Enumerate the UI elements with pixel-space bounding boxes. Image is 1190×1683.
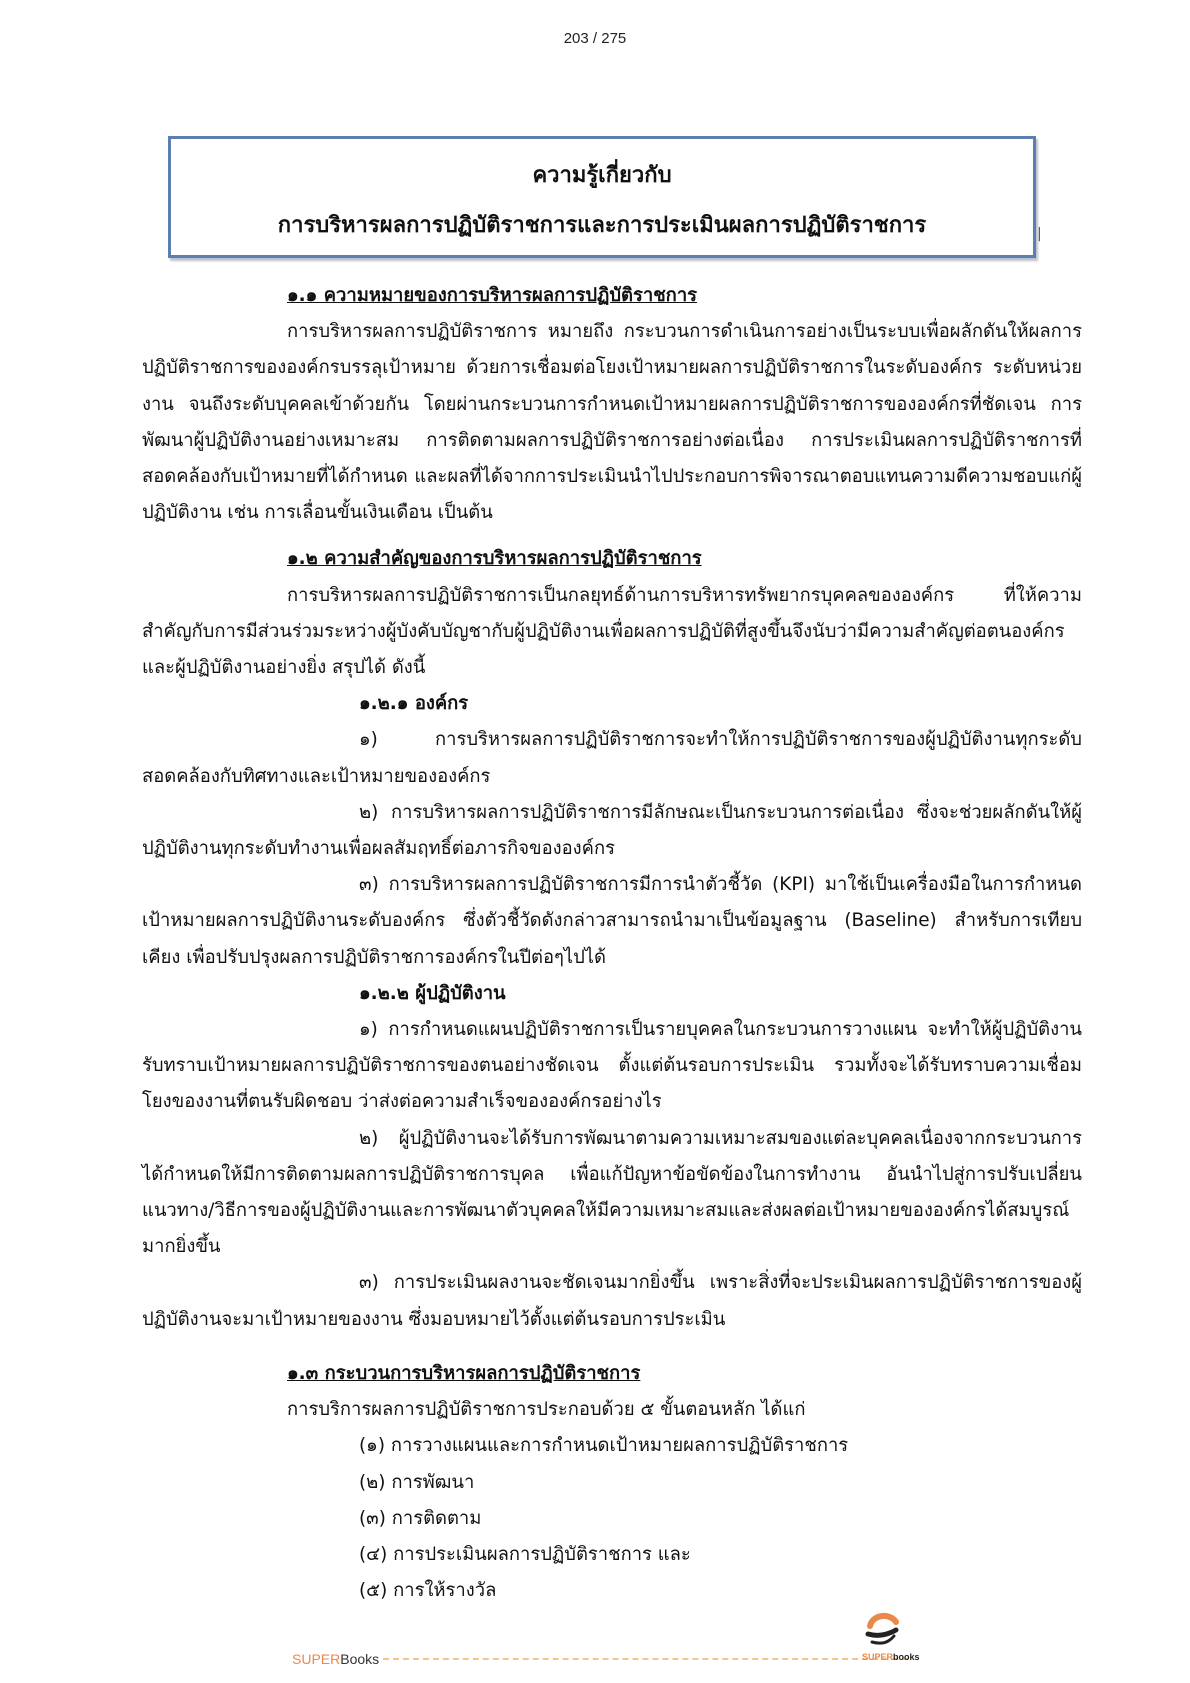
document-body xyxy=(142,278,1082,1609)
list-item: ๑) การกำหนดแผนปฏิบัติราชการเป็นรายบุคคลในกระบวนการวางแผน จะทำให้ผู้ปฏิบัติงานรับทราบเป้าหมายผลการปฏิบัติราชการของตนอย่างชัดเจน ตั้งแต่ต้นรอบการประเมิน รวมทั้งจะได้รับทราบความเชื่อมโยงของงานที่ตนรับผิดชอบ ว่าส่งต่อความสำเร็จขององค์กรอย่างไร xyxy=(142,1019,1082,1113)
title-box xyxy=(168,136,1036,258)
step-item: (๕) การให้รางวัล xyxy=(359,1580,497,1602)
section-body-1-2: การบริหารผลการปฏิบัติราชการเป็นกลยุทธ์ด้านการบริหารทรัพยากรบุคคลขององค์กร ที่ให้ความสำคัญกับการมีส่วนร่วมระหว่างผู้บังคับบัญชากับผู้ปฏิบัติงานเพื่อผลการปฏิบัติที่สูงขึ้นจึงนับว่ามีความสำคัญต่อตนองค์กรและผู้ปฏิบัติงานอย่างยิ่ง สรุปได้ ดังนี้ xyxy=(142,584,1082,679)
page-indicator: 203 / 275 xyxy=(563,30,627,47)
section-body-1-1: การบริหารผลการปฏิบัติราชการ หมายถึง กระบวนการดำเนินการอย่างเป็นระบบเพื่อผลักดันให้ผลการปฏิบัติราชการขององค์กรบรรลุเป้าหมาย ด้วยการเชื่อมต่อโยงเป้าหมายผลการปฏิบัติราชการในระดับองค์กร ระดับหน่วยงาน จนถึงระดับบุคคลเข้าด้วยกัน โดยผ่านกระบวนการกำหนดเป้าหมายผลการปฏิบัติราชการขององค์กรที่ชัดเจน การพัฒนาผู้ปฏิบัติงานอย่างเหมาะสม การติดตามผลการปฏิบัติราชการอย่างต่อเนื่อง การประเมินผลการปฏิบัติราชการที่สอดคล้องกับเป้าหมายที่ได้กำหนด และผลที่ได้จากการประเมินนำไปประกอบการพิจารณาตอบแทนความดีความชอบแก่ผู้ปฏิบัติงาน เช่น การเลื่อนขั้นเงินเดือน เป็นต้น xyxy=(142,321,1082,524)
step-item: (๓) การติดตาม xyxy=(359,1507,482,1529)
step-item: (๔) การประเมินผลการปฏิบัติราชการ และ xyxy=(359,1543,691,1565)
step-item: (๑) การวางแผนและการกำหนดเป้าหมายผลการปฏิบัติราชการ xyxy=(359,1435,849,1457)
title-line-1: ความรู้เกี่ยวกับ xyxy=(532,163,672,188)
swirl-logo-icon xyxy=(862,1612,902,1652)
footer-brand: SUPERBooks xyxy=(292,1651,380,1667)
list-item: ๓) การประเมินผลงานจะชัดเจนมากยิ่งขึ้น เพราะสิ่งที่จะประเมินผลการปฏิบัติราชการของผู้ปฏิบัติงานจะมาเป้าหมายของงาน ซึ่งมอบหมายไว้ตั้งแต่ต้นรอบการประเมิน xyxy=(142,1272,1082,1330)
page-footer xyxy=(292,1648,912,1670)
section-intro-1-3: การบริการผลการปฏิบัติราชการประกอบด้วย ๕ ขั้นตอนหลัก ได้แก่ xyxy=(287,1399,806,1421)
list-item: ๒) ผู้ปฏิบัติงานจะได้รับการพัฒนาตามความเหมาะสมของแต่ละบุคคลเนื่องจากกระบวนการได้กำหนดให้มีการติดตามผลการปฏิบัติราชการบุคล เพื่อแก้ปัญหาข้อขัดข้องในการทำงาน อันนำไปสู่การปรับเปลี่ยนแนวทาง/วิธีการของผู้ปฏิบัติงานและการพัฒนาตัวบุคคลให้มีความเหมาะสมและส่งผลต่อเป้าหมายขององค์กรได้สมบูรณ์มากยิ่งขึ้น xyxy=(142,1127,1082,1258)
section-heading-1-2: ๑.๒ ความสำคัญของการบริหารผลการปฏิบัติราชการ xyxy=(287,548,702,570)
margin-mark: | xyxy=(1037,226,1042,242)
list-item: ๓) การบริหารผลการปฏิบัติราชการมีการนำตัวชี้วัด (KPI) มาใช้เป็นเครื่องมือในการกำหนดเป้าหมายผลการปฏิบัติงานระดับองค์กร ซึ่งตัวชี้วัดดังกล่าวสามารถนำมาเป็นข้อมูลฐาน (Baseline) สำหรับการเทียบเคียง เพื่อปรับปรุงผลการปฏิบัติราชการองค์กรในปีต่อๆไปได้ xyxy=(142,874,1082,968)
section-heading-1-3: ๑.๓ กระบวนการบริหารผลการปฏิบัติราชการ xyxy=(287,1362,641,1384)
subsection-heading-1-2-1: ๑.๒.๑ องค์กร xyxy=(359,693,469,715)
list-item: ๒) การบริหารผลการปฏิบัติราชการมีลักษณะเป็นกระบวนการต่อเนื่อง ซึ่งจะช่วยผลักดันให้ผู้ปฏิบัติงานทุกระดับทำงานเพื่อผลสัมฤทธิ์ต่อภารกิจขององค์กร xyxy=(142,801,1082,860)
step-item: (๒) การพัฒนา xyxy=(359,1471,475,1493)
superbooks-logo xyxy=(862,1612,920,1672)
list-item: ๑) การบริหารผลการปฏิบัติราชการจะทำให้การปฏิบัติราชการของผู้ปฏิบัติงานทุกระดับสอดคล้องกับทิศทางและเป้าหมายขององค์กร xyxy=(142,729,1082,787)
subsection-heading-1-2-2: ๑.๒.๒ ผู้ปฏิบัติงาน xyxy=(359,982,506,1004)
footer-dashed-rule xyxy=(383,1658,908,1660)
section-heading-1-1: ๑.๑ ความหมายของการบริหารผลการปฏิบัติราชการ xyxy=(287,285,698,306)
title-line-2: การบริหารผลการปฏิบัติราชการและการประเมินผลการปฏิบัติราชการ xyxy=(277,213,927,238)
logo-text: SUPERbooks xyxy=(862,1652,920,1662)
